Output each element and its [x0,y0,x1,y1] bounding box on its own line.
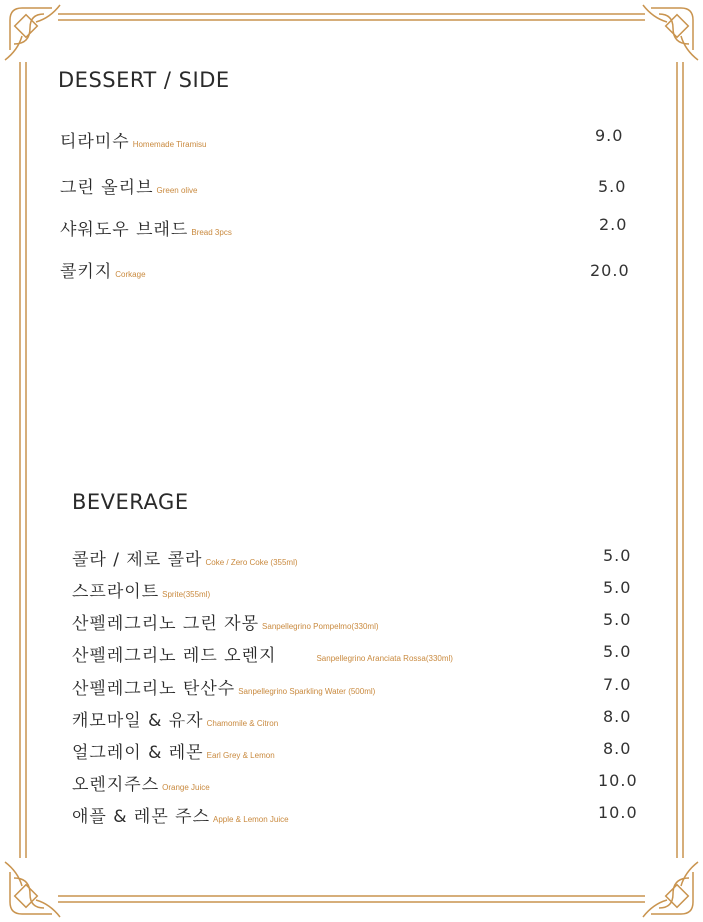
item-name-en: Sanpellegrino Pompelmo(330ml) [262,622,379,631]
menu-item [72,706,279,731]
item-price: 5.0 [603,546,632,565]
item-name-en: Homemade Tiramisu [132,140,207,149]
item-price: 2.0 [599,215,628,234]
menu-item [60,257,146,282]
item-price: 7.0 [603,675,632,694]
corner-ornament-top-right [643,5,698,60]
item-name-en: Coke / Zero Coke (355ml) [205,558,298,567]
item-price: 5.0 [603,642,632,661]
menu-item [72,738,275,763]
item-name-ko: 콜키지 [60,262,113,282]
menu-item [60,127,207,152]
item-name-en: Green olive [156,186,198,195]
item-name-ko: 샤워도우 브래드 [60,220,189,240]
menu-item [60,215,232,240]
item-name-en: Corkage [115,270,146,279]
item-name-ko: 얼그레이 & 레몬 [72,743,204,763]
item-name-en: Earl Grey & Lemon [206,751,275,760]
corner-ornament-bottom-right [643,862,698,917]
section-title-dessert: DESSERT / SIDE [58,68,230,92]
menu-item [72,641,453,666]
item-price: 8.0 [603,707,632,726]
menu-item [72,545,298,570]
item-price: 5.0 [603,578,632,597]
item-price: 10.0 [598,771,638,790]
item-price: 8.0 [603,739,632,758]
item-price: 10.0 [598,803,638,822]
section-title-beverage: BEVERAGE [72,490,189,514]
item-price: 9.0 [595,126,624,145]
item-name-ko: 오렌지주스 [72,775,160,795]
item-name-en: Apple & Lemon Juice [213,815,289,824]
item-name-en: Sanpellegrino Aranciata Rossa(330ml) [316,654,453,663]
item-price: 20.0 [590,261,630,280]
menu-item [72,609,379,634]
item-name-en: Sanpellegrino Sparkling Water (500ml) [238,687,376,696]
menu-item [72,770,210,795]
item-name-ko: 산펠레그리노 탄산수 [72,679,236,699]
item-name-ko: 콜라 / 제로 콜라 [72,550,203,570]
item-name-en: Sprite(355ml) [162,590,211,599]
item-name-en: Bread 3pcs [191,228,232,237]
item-name-ko: 애플 & 레몬 주스 [72,807,210,827]
item-price: 5.0 [603,610,632,629]
menu-item [72,674,376,699]
corner-ornament-bottom-left [5,862,60,917]
item-name-en: Orange Juice [162,783,210,792]
menu-item [60,173,198,198]
item-name-ko: 캐모마일 & 유자 [72,711,204,731]
item-name-ko: 산펠레그리노 그린 자몽 [72,614,260,634]
item-name-ko: 산펠레그리노 레드 오렌지 [72,646,277,666]
menu-item [72,802,289,827]
item-price: 5.0 [598,177,627,196]
item-name-ko: 그린 올리브 [60,178,154,198]
item-name-ko: 스프라이트 [72,582,160,602]
corner-ornament-top-left [5,5,60,60]
menu-item [72,577,211,602]
item-name-en: Chamomile & Citron [206,719,279,728]
item-name-ko: 티라미수 [60,132,130,152]
